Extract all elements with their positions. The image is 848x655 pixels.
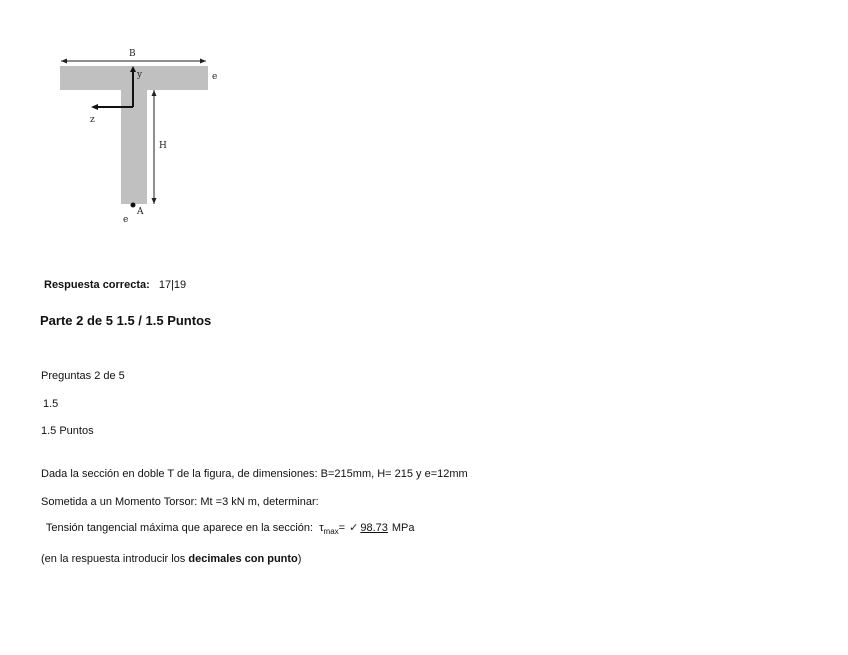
- t-section-diagram: [55, 44, 235, 234]
- label-e-bottom: e: [123, 215, 129, 225]
- b-arrow-right-icon: [200, 59, 206, 64]
- correct-answer-value: 17|19: [158, 279, 187, 291]
- answer-input-value[interactable]: 98.73: [360, 522, 388, 534]
- label-h: H: [159, 141, 167, 151]
- z-arrow-icon: [91, 104, 98, 110]
- question-count: Preguntas 2 de 5: [41, 370, 125, 382]
- h-arrow-bottom-icon: [152, 198, 157, 204]
- tau-symbol: [319, 522, 338, 534]
- question-score: 1.5: [43, 398, 59, 410]
- tau-char: τ: [319, 522, 324, 534]
- label-e-top: e: [212, 72, 218, 82]
- label-z: z: [90, 115, 95, 125]
- h-arrow-top-icon: [152, 90, 157, 96]
- note-prefix: (en la respuesta introducir los: [41, 553, 189, 565]
- check-icon: ✓: [349, 522, 359, 534]
- unit-label: MPa: [391, 522, 415, 534]
- part-title: Parte 2 de 5 1.5 / 1.5 Puntos: [40, 313, 212, 328]
- note-bold: decimales con punto: [188, 553, 298, 565]
- question-subject: Sometida a un Momento Torsor: Mt =3 kN m, determinar:: [41, 496, 319, 508]
- tension-label: Tensión tangencial máxima que aparece en la sección:: [43, 522, 320, 534]
- decimal-note: [41, 552, 301, 566]
- correct-answer-label: Respuesta correcta:: [44, 279, 150, 291]
- note-suffix: ): [297, 553, 302, 565]
- point-a-marker: [131, 203, 136, 208]
- tau-subscript: max: [323, 527, 339, 536]
- question-points: 1.5 Puntos: [41, 425, 94, 437]
- equals-sign: =: [338, 522, 346, 534]
- label-y: y: [137, 70, 143, 80]
- b-arrow-left-icon: [61, 59, 67, 64]
- correct-answer-row: [44, 278, 186, 292]
- label-a: A: [137, 207, 144, 217]
- label-b: B: [129, 49, 136, 59]
- tension-row: [43, 521, 414, 539]
- question-statement: Dada la sección en doble T de la figura, de dimensiones: B=215mm, H= 215 y e=12mm: [41, 468, 468, 480]
- t-section-figure: [55, 44, 235, 234]
